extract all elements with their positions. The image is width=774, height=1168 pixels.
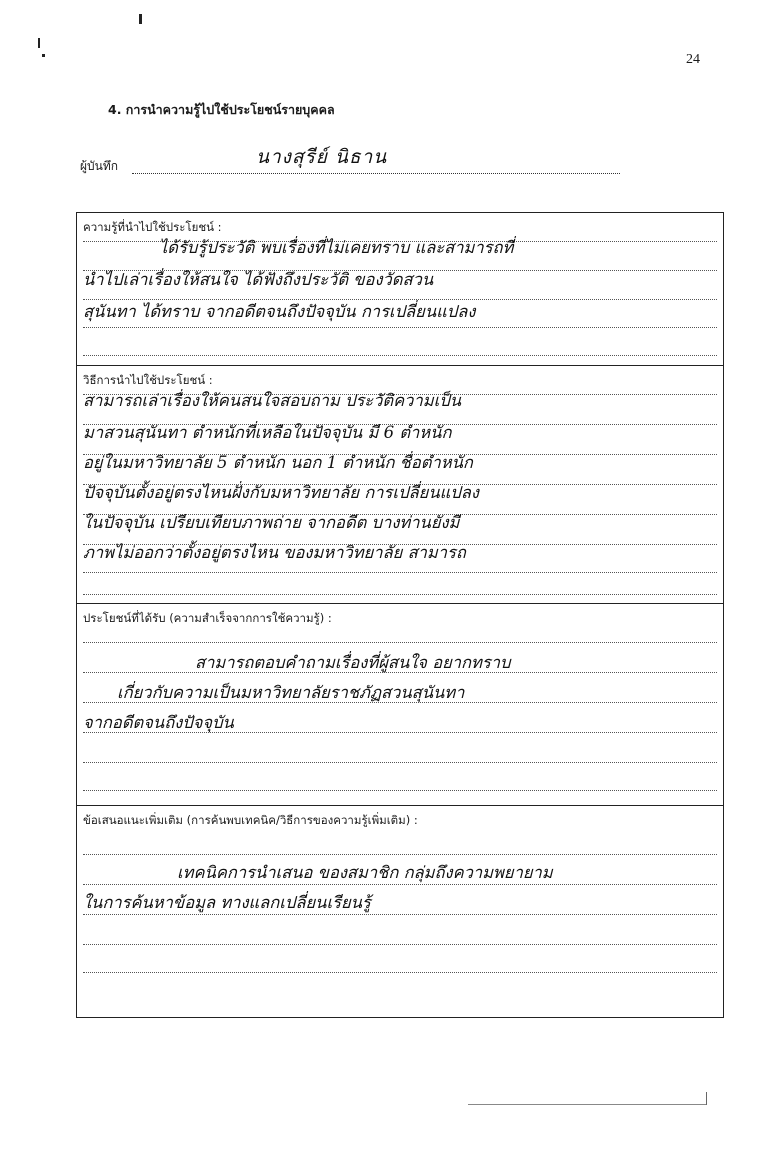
recorder-name-handwriting: นางสุรีย์ นิธาน <box>256 146 388 168</box>
handwritten-line: สามารถเล่าเรื่องให้คนสนใจสอบถาม ประวัติความเป็น <box>83 391 461 410</box>
ruled-line <box>83 854 717 855</box>
ruled-line <box>83 572 717 573</box>
scan-mark <box>139 14 142 24</box>
section-benefits <box>77 604 723 806</box>
handwritten-line: ภาพไม่ออกว่าตั้งอยู่ตรงไหน ของมหาวิทยาลัย สามารถ <box>83 543 466 562</box>
recorder-label: ผู้บันทึก <box>80 159 119 173</box>
knowledge-form <box>76 212 724 1018</box>
page-number: 24 <box>686 52 700 67</box>
ruled-line <box>83 594 717 595</box>
ruled-line <box>83 642 717 643</box>
scan-mark <box>38 38 40 48</box>
section-knowledge-used <box>77 213 723 366</box>
recorder-row <box>80 148 620 178</box>
ruled-line <box>83 944 717 945</box>
handwritten-line: ในการค้นหาข้อมูล ทางแลกเปลี่ยนเรียนรู้ <box>83 893 371 912</box>
scan-edge-line <box>468 1104 706 1105</box>
ruled-line <box>83 327 717 328</box>
handwritten-line: สามารถตอบคำถามเรื่องที่ผู้สนใจ อยากทราบ <box>195 653 511 672</box>
ruled-line <box>83 972 717 973</box>
section-label: วิธีการนำไปใช้ประโยชน์ : <box>83 372 217 390</box>
handwritten-line: นำไปเล่าเรื่องให้สนใจ ได้ฟังถึงประวัติ ของวัดสวน <box>83 270 434 289</box>
handwritten-line: อยู่ในมหาวิทยาลัย 5 ตำหนัก นอก 1 ตำหนัก ชื่อตำหนัก <box>83 453 473 472</box>
handwritten-line: ในปัจจุบัน เปรียบเทียบภาพถ่าย จากอดีต บางท่านยังมี <box>83 513 460 532</box>
section-label: ความรู้ที่นำไปใช้ประโยชน์ : <box>83 219 226 237</box>
handwritten-line: ได้รับรู้ประวัติ พบเรื่องที่ไม่เคยทราบ และสามารถที่ <box>159 238 514 257</box>
section-label: ประโยชน์ที่ได้รับ (ความสำเร็จจากการใช้ความรู้) : <box>83 610 336 628</box>
scan-edge-line <box>706 1092 707 1105</box>
section-how-used <box>77 366 723 604</box>
handwritten-line: มาสวนสุนันทา ตำหนักที่เหลือในปัจจุบัน มี 6 ตำหนัก <box>83 423 452 442</box>
ruled-line <box>83 762 717 763</box>
handwritten-line: ปัจจุบันตั้งอยู่ตรงไหนฝั่งกับมหาวิทยาลัย การเปลี่ยนแปลง <box>83 483 479 502</box>
section-suggestions <box>77 806 723 1019</box>
scan-mark <box>42 54 45 57</box>
handwritten-line: เกี่ยวกับความเป็นมหาวิทยาลัยราชภัฏสวนสุนันทา <box>117 683 465 702</box>
recorder-dotted-line <box>132 173 620 174</box>
handwritten-line: เทคนิคการนำเสนอ ของสมาชิก กลุ่มถึงความพยายาม <box>177 863 553 882</box>
section-title: 4. การนำความรู้ไปใช้ประโยชน์รายบุคคล <box>108 102 335 117</box>
handwritten-line: จากอดีตจนถึงปัจจุบัน <box>83 713 234 732</box>
ruled-line <box>83 355 717 356</box>
ruled-line <box>83 790 717 791</box>
handwritten-line: สุนันทา ได้ทราบ จากอดีตจนถึงปัจจุบัน การเปลี่ยนแปลง <box>83 302 476 321</box>
section-label: ข้อเสนอแนะเพิ่มเติม (การค้นพบเทคนิค/วิธีการของความรู้เพิ่มเติม) : <box>83 812 422 830</box>
